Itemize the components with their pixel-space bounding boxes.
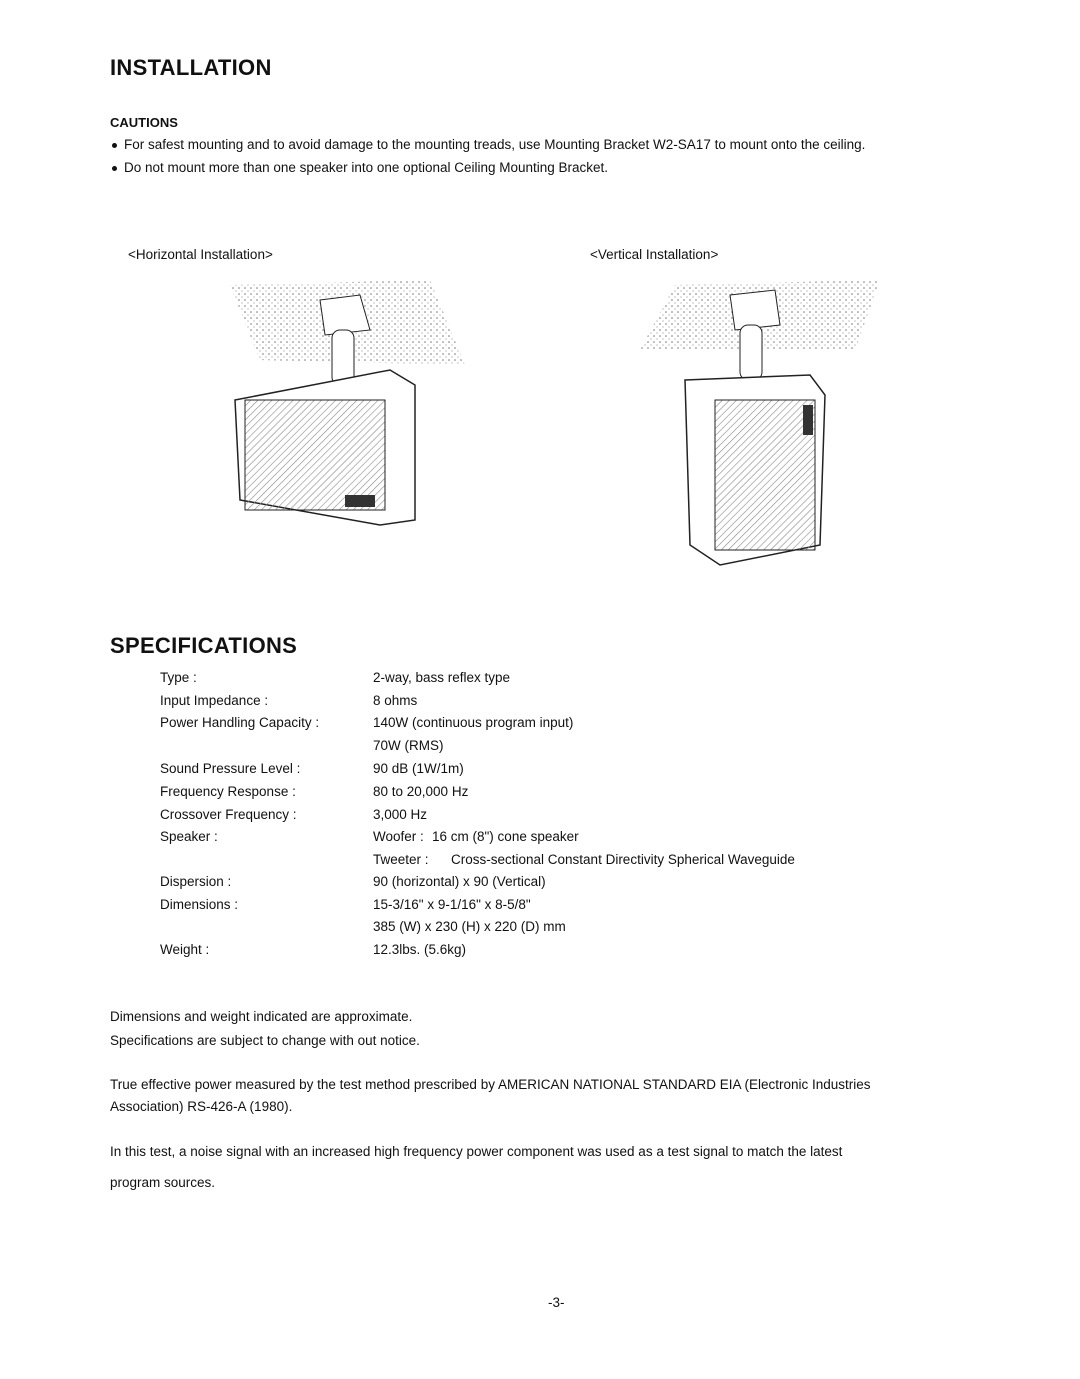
horizontal-installation-illustration bbox=[220, 275, 480, 535]
spec-row bbox=[160, 693, 960, 715]
spec-row bbox=[160, 829, 960, 851]
spec-value: 385 (W) x 230 (H) x 220 (D) mm bbox=[373, 919, 566, 934]
note-text: Dimensions and weight indicated are approximate. bbox=[110, 1009, 413, 1024]
spec-label: Weight : bbox=[160, 942, 210, 957]
note-text: Specifications are subject to change with out notice. bbox=[110, 1033, 420, 1048]
spec-row bbox=[160, 738, 960, 760]
specifications-heading: SPECIFICATIONS bbox=[110, 633, 298, 658]
spec-row bbox=[160, 942, 960, 964]
note-text: Association) RS-426-A (1980). bbox=[110, 1099, 293, 1114]
spec-row bbox=[160, 852, 960, 874]
spec-value: 90 (horizontal) x 90 (Vertical) bbox=[373, 874, 546, 889]
spec-value: 80 to 20,000 Hz bbox=[373, 784, 469, 799]
spec-value: Tweeter : bbox=[373, 852, 429, 867]
vertical-caption: <Vertical Installation> bbox=[590, 247, 719, 262]
spec-value: 15-3/16" x 9-1/16" x 8-5/8" bbox=[373, 897, 531, 912]
spec-row bbox=[160, 761, 960, 783]
spec-row bbox=[160, 874, 960, 896]
spec-value-detail: Cross-sectional Constant Directivity Spherical Waveguide bbox=[451, 852, 795, 867]
spec-row bbox=[160, 784, 960, 806]
note-text: In this test, a noise signal with an increased high frequency power component was used as a test signal to match the latest bbox=[110, 1144, 843, 1159]
caution-item: Do not mount more than one speaker into one optional Ceiling Mounting Bracket. bbox=[124, 160, 609, 175]
spec-label: Input Impedance : bbox=[160, 693, 269, 708]
note-text: True effective power measured by the test method prescribed by AMERICAN NATIONAL STANDARD EIA (Electronic Industries bbox=[110, 1077, 871, 1092]
spec-value: 70W (RMS) bbox=[373, 738, 444, 753]
caution-item: For safest mounting and to avoid damage to the mounting treads, use Mounting Bracket W2-SA17 to mount onto the ceiling. bbox=[124, 137, 866, 152]
spec-value: 2-way, bass reflex type bbox=[373, 670, 511, 685]
spec-label: Speaker : bbox=[160, 829, 218, 844]
spec-row bbox=[160, 807, 960, 829]
bullet-icon bbox=[112, 143, 117, 148]
spec-value: Woofer : bbox=[373, 829, 424, 844]
vertical-installation-illustration bbox=[635, 275, 885, 575]
bullet-icon bbox=[112, 166, 117, 171]
spec-label: Sound Pressure Level : bbox=[160, 761, 301, 776]
cautions-heading: CAUTIONS bbox=[110, 115, 178, 130]
spec-row bbox=[160, 715, 960, 737]
spec-label: Frequency Response : bbox=[160, 784, 296, 799]
spec-label: Dimensions : bbox=[160, 897, 239, 912]
spec-row bbox=[160, 670, 960, 692]
spec-value: 90 dB (1W/1m) bbox=[373, 761, 464, 776]
spec-label: Crossover Frequency : bbox=[160, 807, 297, 822]
spec-label: Type : bbox=[160, 670, 197, 685]
installation-title: INSTALLATION bbox=[110, 55, 272, 80]
spec-row bbox=[160, 919, 960, 941]
spec-value-detail: 16 cm (8") cone speaker bbox=[432, 829, 579, 844]
spec-value: 8 ohms bbox=[373, 693, 418, 708]
page-number: -3- bbox=[548, 1295, 565, 1310]
spec-value: 3,000 Hz bbox=[373, 807, 428, 822]
horizontal-caption: <Horizontal Installation> bbox=[128, 247, 273, 262]
spec-row bbox=[160, 897, 960, 919]
note-text: program sources. bbox=[110, 1175, 216, 1190]
spec-value: 12.3lbs. (5.6kg) bbox=[373, 942, 467, 957]
spec-label: Dispersion : bbox=[160, 874, 232, 889]
spec-value: 140W (continuous program input) bbox=[373, 715, 574, 730]
spec-label: Power Handling Capacity : bbox=[160, 715, 320, 730]
